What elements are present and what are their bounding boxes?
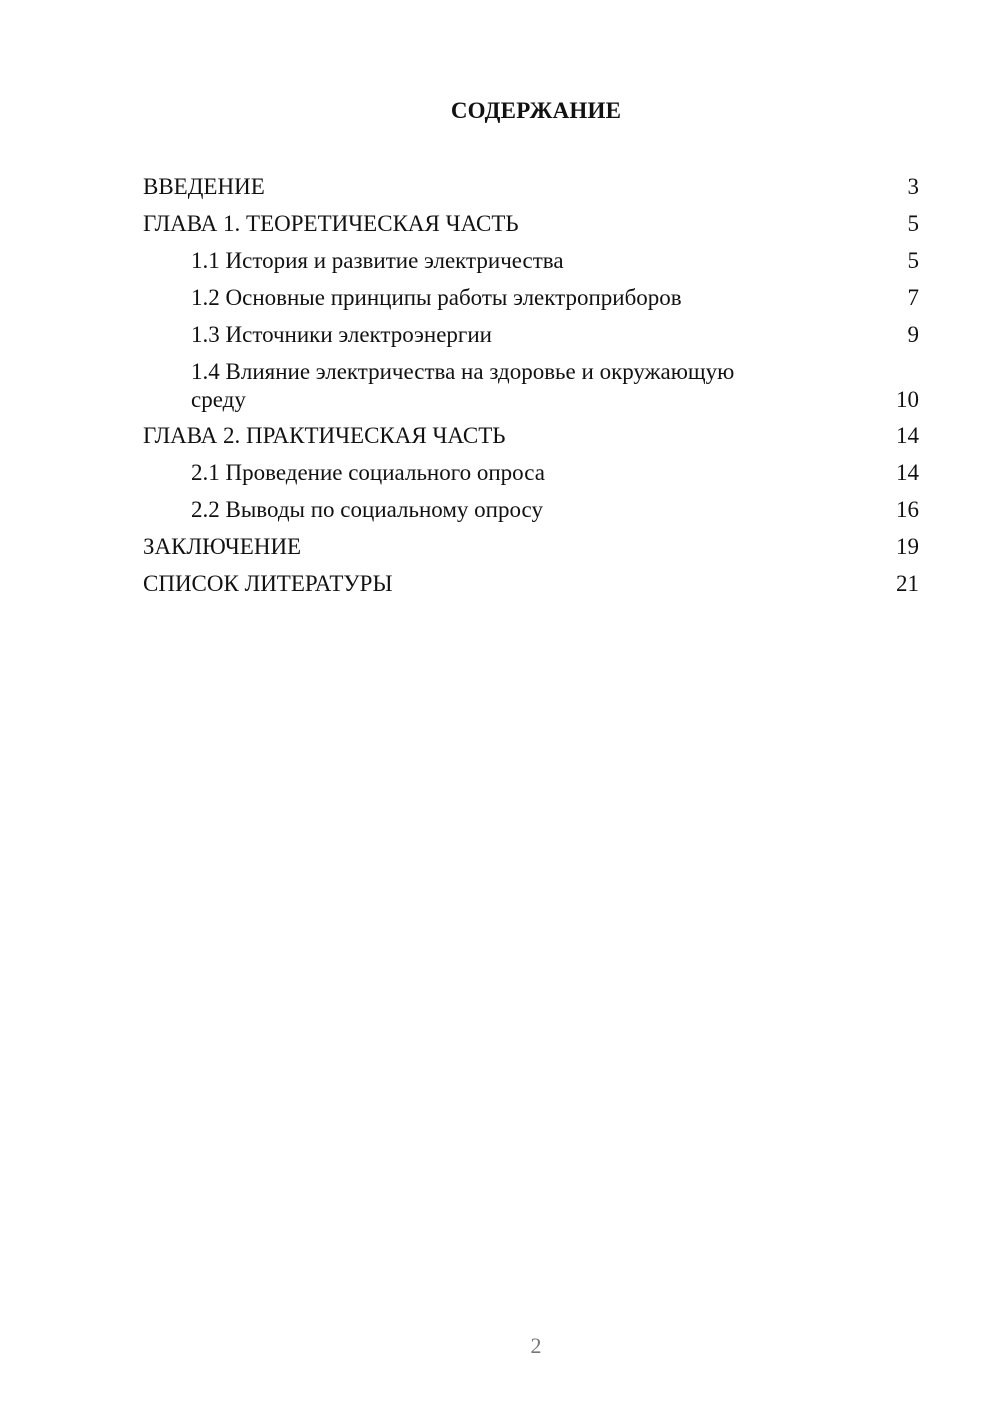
toc-entry-label: 2.1 Проведение социального опроса bbox=[191, 460, 545, 485]
toc-entry-page: 10 bbox=[896, 387, 919, 412]
toc-entry-label: 1.2 Основные принципы работы электроприборов bbox=[191, 285, 682, 310]
toc-entry-label: ГЛАВА 2. ПРАКТИЧЕСКАЯ ЧАСТЬ bbox=[143, 423, 506, 448]
toc-entry-label: ЗАКЛЮЧЕНИЕ bbox=[143, 534, 302, 559]
toc-entry-page: 9 bbox=[907, 322, 919, 347]
toc-entry-chapter-1[interactable] bbox=[143, 206, 919, 243]
toc-entry-references[interactable] bbox=[143, 566, 919, 603]
toc-entry-chapter-2[interactable] bbox=[143, 418, 919, 455]
toc-entry-label: 2.2 Выводы по социальному опросу bbox=[191, 497, 543, 522]
toc-entry-conclusion[interactable] bbox=[143, 529, 919, 566]
toc-entry-section-2-2[interactable] bbox=[143, 492, 919, 529]
toc-entry-label: ГЛАВА 1. ТЕОРЕТИЧЕСКАЯ ЧАСТЬ bbox=[143, 211, 519, 236]
page-title: СОДЕРЖАНИЕ bbox=[450, 98, 622, 123]
toc-entry-label: 1.3 Источники электроэнергии bbox=[191, 322, 492, 347]
toc-entry-page: 5 bbox=[907, 248, 919, 273]
toc-entry-page: 3 bbox=[907, 174, 919, 199]
toc-entry-section-1-2[interactable] bbox=[143, 280, 919, 317]
toc-entry-page: 14 bbox=[896, 460, 919, 485]
toc-entry-section-1-4[interactable] bbox=[143, 354, 919, 418]
toc-entry-section-2-1[interactable] bbox=[143, 455, 919, 492]
toc-entry-section-1-3[interactable] bbox=[143, 317, 919, 354]
toc-entry-page: 14 bbox=[896, 423, 919, 448]
toc-entry-section-1-1[interactable] bbox=[143, 243, 919, 280]
toc-entry-page: 21 bbox=[896, 571, 919, 596]
toc-entry-label: ВВЕДЕНИЕ bbox=[143, 174, 265, 199]
toc-entry-label: 1.4 Влияние электричества на здоровье и окружающую среду bbox=[191, 359, 735, 412]
page-number: 2 bbox=[530, 1333, 542, 1358]
toc-entry-page: 5 bbox=[907, 211, 919, 236]
toc-entry-introduction[interactable] bbox=[143, 169, 919, 206]
toc-entry-page: 7 bbox=[907, 285, 919, 310]
table-of-contents bbox=[143, 169, 919, 603]
toc-entry-label: СПИСОК ЛИТЕРАТУРЫ bbox=[143, 571, 393, 596]
toc-entry-page: 19 bbox=[896, 534, 919, 559]
toc-entry-page: 16 bbox=[896, 497, 919, 522]
toc-entry-label: 1.1 История и развитие электричества bbox=[191, 248, 564, 273]
